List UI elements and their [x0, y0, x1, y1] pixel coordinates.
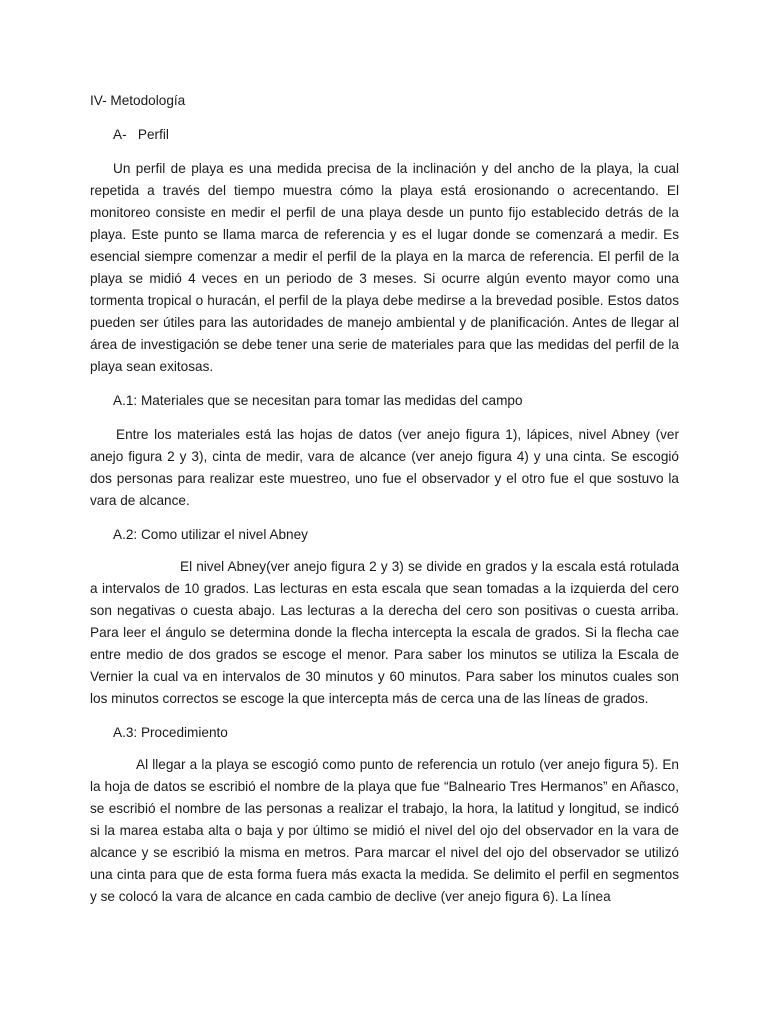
section-heading: IV- Metodología — [90, 93, 186, 108]
subheading-nivel-abney: A.2: Como utilizar el nivel Abney — [113, 527, 308, 542]
document-page — [90, 90, 679, 920]
subheading-procedimiento: A.3: Procedimiento — [113, 725, 228, 740]
subsection-heading-perfil: A- Perfil — [113, 127, 169, 142]
paragraph-procedimiento: Al llegar a la playa se escogió como punto de referencia un rotulo (ver anejo figura 5). En la hoja de datos se escribió el nombre de la playa que fue “Balneario Tres Hermanos” en Añasco, se escribió el nombre de las personas a realizar el trabajo, la hora, la latitud y longitud, se indicó si la marea estaba alta o baja y por último se midió el nivel del ojo del observador en la vara de alcance y se escribió la misma en metros. Para marcar el nivel del ojo del observador se utilizó una cinta para que de esta forma fuera más exacta la medida. Se delimito el perfil en segmentos y se colocó la vara de alcance en cada cambio de declive (ver anejo figura 6). La línea — [90, 757, 679, 904]
paragraph-perfil: Un perfil de playa es una medida precisa de la inclinación y del ancho de la playa, la cual repetida a través del tiempo muestra cómo la playa está erosionando o acrecentando. El monitoreo consiste en medir el perfil de una playa desde un punto fijo establecido detrás de la playa. Este punto se llama marca de referencia y es el lugar donde se comenzará a medir. Es esencial siempre comenzar a medir el perfil de la playa en la marca de referencia. El perfil de la playa se midió 4 veces en un periodo de 3 meses. Si ocurre algún evento mayor como una tormenta tropical o huracán, el perfil de la playa debe medirse a la brevedad posible. Estos datos pueden ser útiles para las autoridades de manejo ambiental y de planificación. Antes de llegar al área de investigación se debe tener una serie de materiales para que las medidas del perfil de la playa sean exitosas. — [90, 161, 679, 374]
paragraph-materiales: Entre los materiales está las hojas de datos (ver anejo figura 1), lápices, nivel Abney (ver anejo figura 2 y 3), cinta de medir, vara de alcance (ver anejo figura 4) y una cinta. Se escogió dos personas para realizar este muestreo, uno fue el observador y el otro fue el que sostuvo la vara de alcance. — [90, 427, 679, 508]
paragraph-nivel-abney: El nivel Abney(ver anejo figura 2 y 3) se divide en grados y la escala está rotulada a intervalos de 10 grados. Las lecturas en esta escala que sean tomadas a la izquierda del cero son negativas o cuesta abajo. Las lecturas a la derecha del cero son positivas o cuesta arriba. Para leer el ángulo se determina donde la flecha intercepta la escala de grados. Si la flecha cae entre medio de dos grados se escoge el menor. Para saber los minutos se utiliza la Escala de Vernier la cual va en intervalos de 30 minutos y 60 minutos. Para saber los minutos cuales son los minutos correctos se escoge la que intercepta más de cerca una de las líneas de grados. — [90, 559, 679, 706]
subheading-materiales: A.1: Materiales que se necesitan para tomar las medidas del campo — [113, 393, 523, 408]
